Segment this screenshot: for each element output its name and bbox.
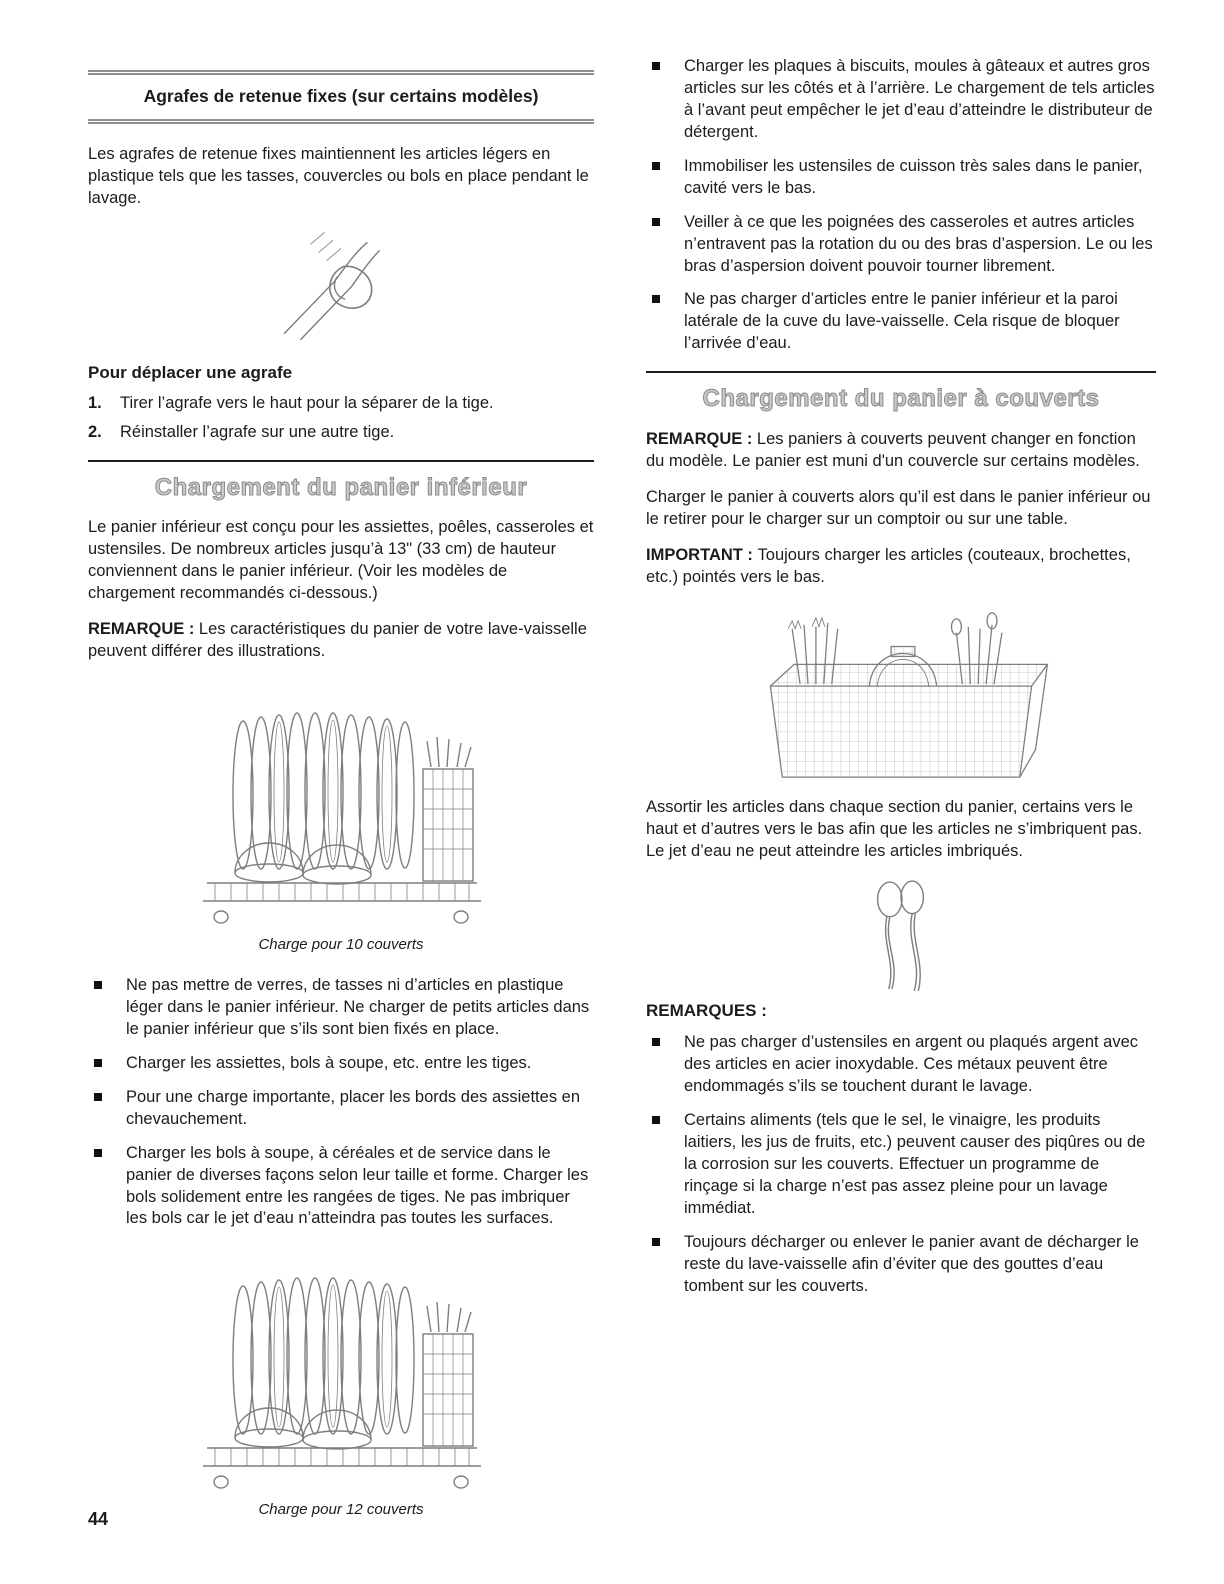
bullet-square-icon (652, 162, 660, 170)
list-item (646, 1110, 1156, 1220)
note-text: Les caractéristiques du panier de votre lave-vaisselle peuvent différer des illustrations. (88, 620, 587, 661)
section-divider (88, 460, 594, 462)
note-label: REMARQUE : (646, 430, 757, 449)
list-item (646, 56, 1156, 144)
bullet-text: Ne pas mettre de verres, de tasses ni d’articles en plastique léger dans le panier inférieur. Ne charger de petits articles dans le panier inférieur que s’ils sont bien fixés en place. (126, 976, 590, 1038)
bullet-text: Charger les plaques à biscuits, moules à gâteaux et autres gros articles sur les côtés et à l’arrière. Le chargement de tels articles à l’avant peut empêcher le jet d’eau d’atteindre le distributeur de détergent. (684, 57, 1155, 141)
bullet-text: Ne pas charger d’ustensiles en argent ou plaqués argent avec des articles en acier inoxydable. Ces métaux peuvent être endommagés s’ils se touchent durant le lavage. (684, 1033, 1139, 1096)
step-text: Tirer l’agrafe vers le haut pour la séparer de la tige. (120, 393, 494, 412)
bullet-square-icon (94, 1149, 102, 1157)
list-item (88, 975, 594, 1041)
spoons-illustration (646, 877, 1156, 994)
bullet-text: Pour une charge importante, placer les bords des assiettes en chevauchement. (126, 1087, 581, 1128)
figure-caption: Charge pour 10 couverts (258, 936, 424, 954)
remarques-heading: REMARQUES : (646, 1000, 767, 1020)
lower-rack-10-covers-illustration (88, 677, 594, 927)
lower-rack-paragraph: Le panier inférieur est conçu pour les assiettes, poêles, casseroles et ustensiles. De nombreux articles jusqu’à 13" (33 cm) de hauteur conviennent dans le panier inférieur. (Voir les modèles de chargement recommandés ci-dessous.) (88, 518, 594, 603)
list-item (646, 156, 1156, 200)
bullet-square-icon (652, 62, 660, 70)
list-item (646, 212, 1156, 278)
silverware-important (646, 545, 1156, 589)
list-item (646, 289, 1156, 355)
bullet-text: Immobiliser les ustensiles de cuisson très sales dans le panier, cavité vers le bas. (684, 156, 1143, 197)
bullet-square-icon (652, 1116, 660, 1124)
bullet-text: Veiller à ce que les poignées des casseroles et autres articles n’entravent pas la rotation du ou des bras d’aspersion. Le ou les bras d’aspersion doivent pouvoir tourner librement. (684, 212, 1153, 275)
bullet-square-icon (652, 218, 660, 226)
retainers-intro: Les agrafes de retenue fixes maintiennent les articles légers en plastique tels que les tasses, couvercles ou bols en place pendant le lavage. (88, 145, 589, 208)
right-column (646, 56, 1156, 1584)
note-label: REMARQUE : (88, 620, 199, 639)
bullet-text: Certains aliments (tels que le sel, le vinaigre, les produits laitiers, les jus de fruits, etc.) peuvent causer des piqûres ou de la corrosion sur les couverts. Effectuer un programme de rinçage si la charge n’est pas assez pleine pour un lavage immédiat. (684, 1111, 1146, 1217)
list-item (646, 1232, 1156, 1298)
section-divider (646, 371, 1156, 373)
silverware-note (646, 429, 1156, 473)
bullet-text: Ne pas charger d’articles entre le panier inférieur et la paroi latérale de la cuve du lave-vaisselle. Cela risque de bloquer l’arrivée d’eau. (684, 290, 1120, 353)
silverware-paragraph: Charger le panier à couverts alors qu’il est dans le panier inférieur ou le retirer pour le charger sur un comptoir ou sur une table. (646, 488, 1151, 528)
left-column (88, 56, 594, 1584)
page-number: 44 (88, 1509, 109, 1530)
list-item (88, 1087, 594, 1131)
bullet-text: Toujours décharger ou enlever le panier avant de décharger le reste du lave-vaisselle afin d’éviter que des gouttes d’eau tombent sur les couverts. (684, 1232, 1139, 1295)
lower-rack-12-covers-illustration (88, 1242, 594, 1492)
step-number: 2. (88, 422, 102, 441)
bullet-square-icon (652, 1238, 660, 1246)
retainer-clip-illustration (88, 224, 594, 346)
list-item (88, 1143, 594, 1231)
bullet-text: Charger les bols à soupe, à céréales et de service dans le panier de diverses façons selon leur taille et forme. Charger les bols solidement entre les rangées de tiges. Ne pas imbriquer les bols car le jet d’eau n’atteindra pas toutes les surfaces. (126, 1143, 589, 1228)
important-label: IMPORTANT : (646, 545, 758, 564)
subhead-move-clip: Pour déplacer une agrafe (88, 363, 293, 383)
bullet-square-icon (652, 295, 660, 303)
important-text: Toujours charger les articles (couteaux, brochettes, etc.) pointés vers le bas. (646, 545, 1131, 586)
silverware-basket-illustration (646, 603, 1156, 791)
list-item (88, 1053, 594, 1075)
bullet-square-icon (94, 1093, 102, 1101)
section-title-silverware-basket: Chargement du panier à couverts (702, 385, 1100, 413)
bullet-square-icon (94, 981, 102, 989)
silverware-paragraph-2: Assortir les articles dans chaque section du panier, certains vers le haut et d’autres vers le bas afin que les articles ne s’imbriquent pas. Le jet d’eau ne peut atteindre les articles imbriqués. (646, 797, 1143, 860)
step-number: 1. (88, 393, 102, 412)
step-text: Réinstaller l’agrafe sur une autre tige. (120, 422, 395, 441)
section-title-lower-rack: Chargement du panier inférieur (154, 473, 528, 501)
bullet-square-icon (652, 1038, 660, 1046)
bullet-text: Charger les assiettes, bols à soupe, etc. entre les tiges. (126, 1053, 532, 1072)
bullet-square-icon (94, 1059, 102, 1067)
note-text: Les paniers à couverts peuvent changer en fonction du modèle. Le panier est muni d'un couvercle sur certains modèles. (646, 430, 1140, 471)
figure-caption: Charge pour 12 couverts (258, 1501, 424, 1519)
list-item (646, 1032, 1156, 1098)
lower-rack-note (88, 619, 594, 663)
list-item (88, 422, 594, 444)
section-title-retainers: Agrafes de retenue fixes (sur certains modèles) (88, 70, 594, 124)
list-item (88, 393, 594, 415)
